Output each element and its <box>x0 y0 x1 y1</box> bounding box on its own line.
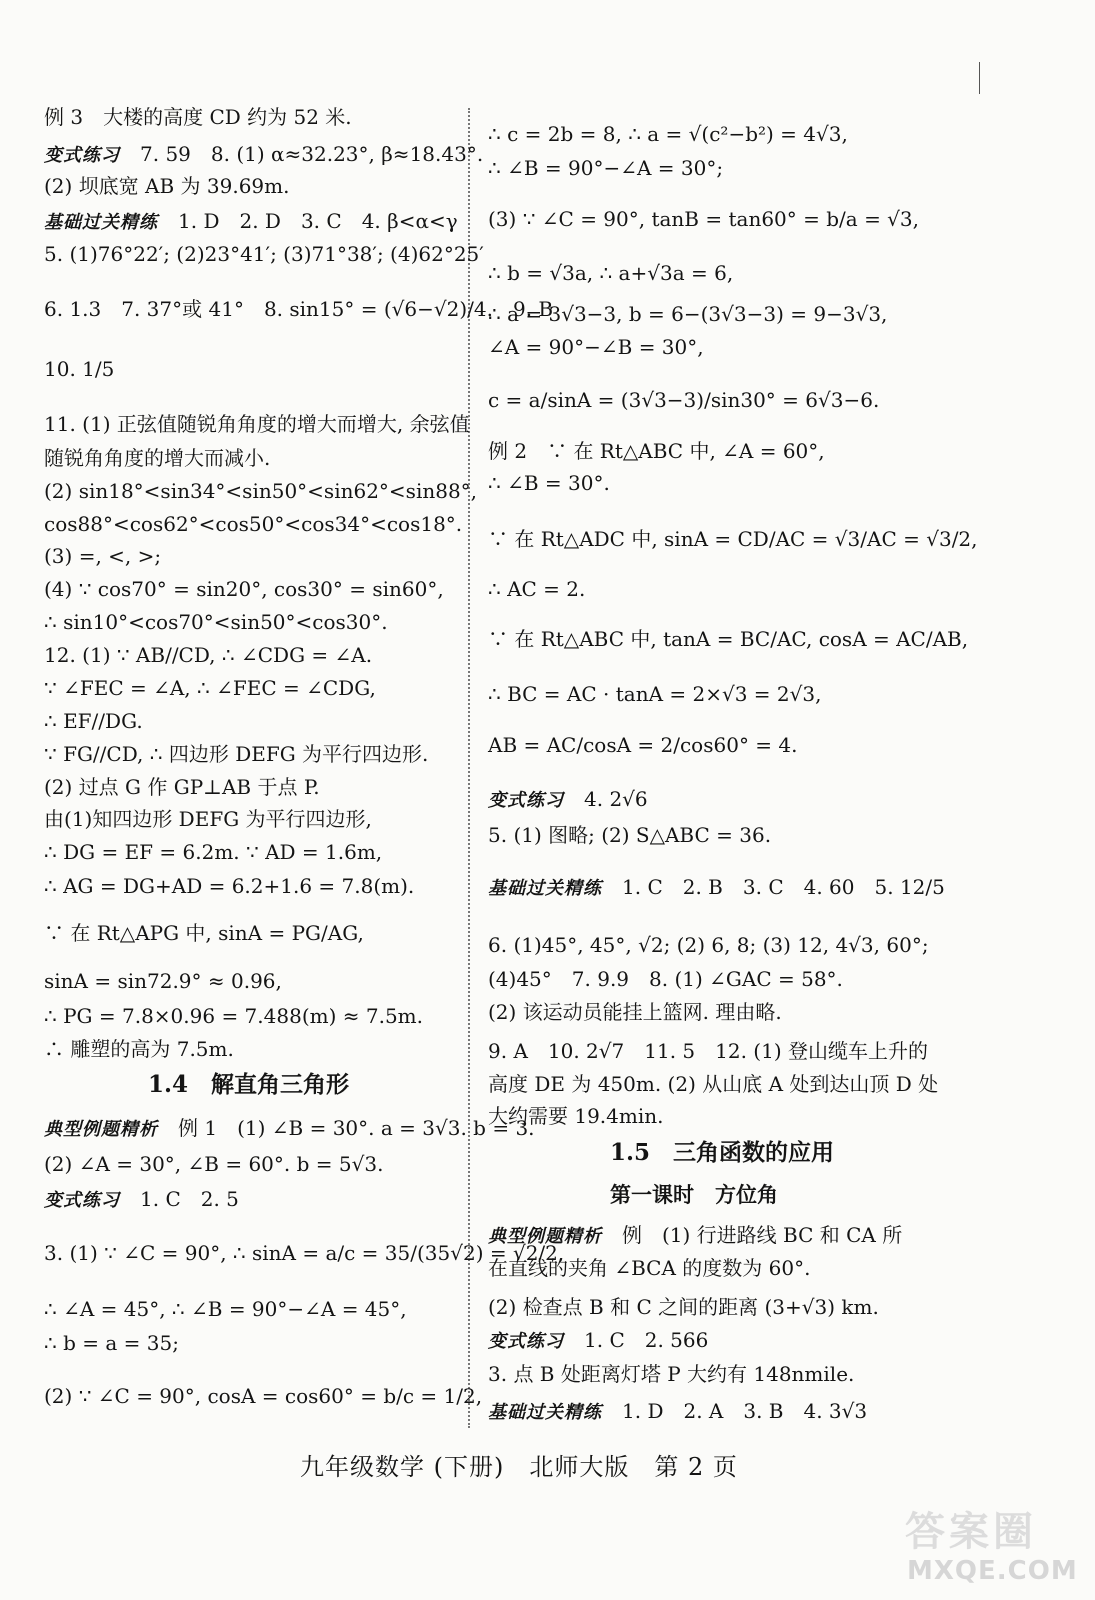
answer-line: ∴ ∠A = 45°, ∴ ∠B = 90°−∠A = 45°, <box>44 1297 407 1321</box>
answer-line: (4) ∵ cos70° = sin20°, cos30° = sin60°, <box>44 577 444 601</box>
answer-line: sinA = sin72.9° ≈ 0.96, <box>44 969 282 993</box>
answer-line: ∵ 在 Rt△ADC 中, sinA = CD/AC = √3/AC = √3/2, <box>488 527 978 551</box>
answer-section-label: 变式练习 <box>44 145 120 166</box>
answer-line: ∴ BC = AC · tanA = 2×√3 = 2√3, <box>488 682 822 706</box>
answer-line: ∴ AG = DG+AD = 6.2+1.6 = 7.8(m). <box>44 874 415 898</box>
answer-line: 6. 1.3 7. 37°或 41° 8. sin15° = (√6−√2)/4. 9. B <box>44 297 554 321</box>
answer-line: 5. (1)76°22′; (2)23°41′; (3)71°38′; (4)62°25′ <box>44 242 484 266</box>
answer-section-label: 变式练习 <box>44 1190 120 1211</box>
answer-line: 6. (1)45°, 45°, √2; (2) 6, 8; (3) 12, 4√3, 60°; <box>488 933 929 957</box>
watermark-logo <box>905 1500 1085 1595</box>
answer-line: 典型例题精析 例 (1) 行进路线 BC 和 CA 所 <box>488 1223 903 1247</box>
answer-line: (2) 该运动员能挂上篮网. 理由略. <box>488 1000 782 1024</box>
answer-line: 高度 DE 为 450m. (2) 从山底 A 处到达山顶 D 处 <box>488 1072 939 1096</box>
answer-line: (3) ∵ ∠C = 90°, tanB = tan60° = b/a = √3, <box>488 207 920 231</box>
answer-line: ∴ c = 2b = 8, ∴ a = √(c²−b²) = 4√3, <box>488 122 848 146</box>
answer-section-label: 基础过关精练 <box>488 1402 602 1423</box>
answer-line: (4)45° 7. 9.9 8. (1) ∠GAC = 58°. <box>488 967 843 991</box>
answer-line: ∴ b = √3a, ∴ a+√3a = 6, <box>488 261 734 285</box>
answer-line: ∠A = 90°−∠B = 30°, <box>488 335 704 359</box>
answer-line: 9. A 10. 2√7 11. 5 12. (1) 登山缆车上升的 <box>488 1039 928 1063</box>
section-subheading: 第一课时 方位角 <box>610 1182 778 1207</box>
answer-line: c = a/sinA = (3√3−3)/sin30° = 6√3−6. <box>488 388 880 412</box>
answer-line: ∴ a = 3√3−3, b = 6−(3√3−3) = 9−3√3, <box>488 302 888 326</box>
answer-line: 大约需要 19.4min. <box>488 1104 664 1128</box>
answer-line: 随锐角角度的增大而减小. <box>44 446 271 470</box>
answer-line: 基础过关精练 1. D 2. D 3. C 4. β<α<γ <box>44 209 458 233</box>
answer-line: 3. 点 B 处距离灯塔 P 大约有 148nmile. <box>488 1362 855 1386</box>
answer-line: ∵ FG//CD, ∴ 四边形 DEFG 为平行四边形. <box>44 742 429 766</box>
answer-line: ∴ b = a = 35; <box>44 1331 179 1355</box>
answer-line: (2) 过点 G 作 GP⊥AB 于点 P. <box>44 775 320 799</box>
page-footer: 九年级数学 (下册) 北师大版 第 2 页 <box>300 1453 738 1481</box>
right-column <box>470 0 1090 1440</box>
answer-line: 11. (1) 正弦值随锐角角度的增大而增大, 余弦值 <box>44 412 470 436</box>
answer-section-label: 变式练习 <box>488 1331 564 1352</box>
answer-line: ∵ ∠FEC = ∠A, ∴ ∠FEC = ∠CDG, <box>44 676 376 700</box>
answer-line: 例 3 大楼的高度 CD 约为 52 米. <box>44 105 352 129</box>
answer-line: ∴ PG = 7.8×0.96 = 7.488(m) ≈ 7.5m. <box>44 1004 423 1028</box>
answer-line: 变式练习 4. 2√6 <box>488 787 648 811</box>
answer-line: ∴ DG = EF = 6.2m. ∵ AD = 1.6m, <box>44 840 383 864</box>
answer-line: ∵ 在 Rt△ABC 中, tanA = BC/AC, cosA = AC/AB, <box>488 627 969 651</box>
section-heading-1-4: 1.4 解直角三角形 <box>148 1071 350 1098</box>
answer-line: ∴ sin10°<cos70°<sin50°<cos30°. <box>44 610 388 634</box>
answer-line: ∴ ∠B = 90°−∠A = 30°; <box>488 156 724 180</box>
answer-section-label: 基础过关精练 <box>44 212 158 233</box>
answer-line: 基础过关精练 1. D 2. A 3. B 4. 3√3 <box>488 1399 868 1423</box>
answer-line: (2) 检查点 B 和 C 之间的距离 (3+√3) km. <box>488 1295 879 1319</box>
answer-line: 3. (1) ∵ ∠C = 90°, ∴ sinA = a/c = 35/(35√2) = √2/2, <box>44 1241 565 1265</box>
answer-line: 变式练习 7. 59 8. (1) α≈32.23°, β≈18.43°. <box>44 142 484 166</box>
watermark-text: 答案圈 <box>905 1509 1037 1555</box>
answer-line: ∴ AC = 2. <box>488 577 586 601</box>
answer-line: AB = AC/cosA = 2/cos60° = 4. <box>488 733 798 757</box>
answer-section-label: 典型例题精析 <box>488 1226 602 1247</box>
answer-line: cos88°<cos62°<cos50°<cos34°<cos18°. <box>44 512 463 536</box>
answer-line: 变式练习 1. C 2. 566 <box>488 1328 709 1352</box>
answer-line: 在直线的夹角 ∠BCA 的度数为 60°. <box>488 1256 811 1280</box>
answer-line: 例 2 ∵ 在 Rt△ABC 中, ∠A = 60°, <box>488 439 825 463</box>
answer-line: ∵ 在 Rt△APG 中, sinA = PG/AG, <box>44 921 364 945</box>
answer-line: 5. (1) 图略; (2) S△ABC = 36. <box>488 823 772 847</box>
answer-section-label: 变式练习 <box>488 790 564 811</box>
answer-line: (2) 坝底宽 AB 为 39.69m. <box>44 174 290 198</box>
answer-line: ∴ EF//DG. <box>44 709 143 733</box>
section-heading-1-5: 1.5 三角函数的应用 <box>610 1139 835 1166</box>
answer-section-label: 典型例题精析 <box>44 1119 158 1140</box>
answer-section-label: 基础过关精练 <box>488 878 602 899</box>
answer-line: 12. (1) ∵ AB//CD, ∴ ∠CDG = ∠A. <box>44 643 373 667</box>
answer-line: 典型例题精析 例 1 (1) ∠B = 30°. a = 3√3. b = 3. <box>44 1116 535 1140</box>
answer-line: (2) ∠A = 30°, ∠B = 60°. b = 5√3. <box>44 1152 384 1176</box>
watermark-url: MXQE.COM <box>907 1556 1078 1586</box>
answer-line: (2) sin18°<sin34°<sin50°<sin62°<sin88°, <box>44 479 478 503</box>
answer-line: ∴ 雕塑的高为 7.5m. <box>44 1037 234 1061</box>
answer-line: 10. 1/5 <box>44 357 115 381</box>
answer-line: ∴ ∠B = 30°. <box>488 471 610 495</box>
answer-line: (2) ∵ ∠C = 90°, cosA = cos60° = b/c = 1/2, <box>44 1384 483 1408</box>
answer-line: (3) =, <, >; <box>44 544 162 568</box>
answer-line: 变式练习 1. C 2. 5 <box>44 1187 239 1211</box>
answer-line: 基础过关精练 1. C 2. B 3. C 4. 60 5. 12/5 <box>488 875 945 899</box>
answer-line: 由(1)知四边形 DEFG 为平行四边形, <box>44 807 372 831</box>
